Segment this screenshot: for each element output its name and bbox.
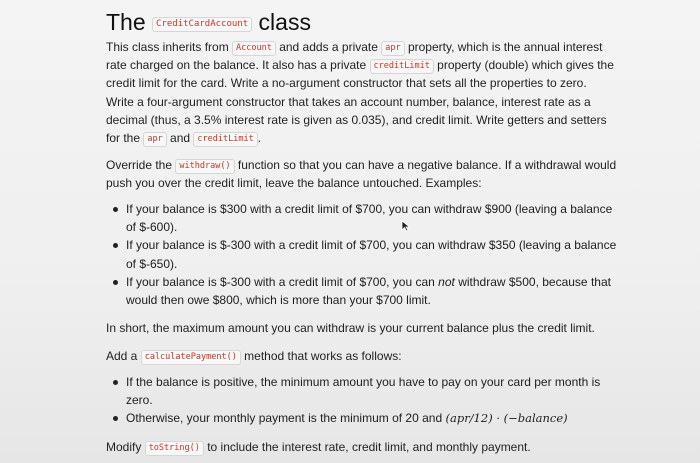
text-run: decimal (thus, a 3.5% interest rate is given as 0.035), and credit limit. Write getters and setters bbox=[106, 112, 607, 127]
text-run: withdraw $500, because that bbox=[454, 274, 611, 289]
text-line bbox=[106, 156, 617, 174]
list-item bbox=[106, 273, 611, 309]
list-item bbox=[106, 409, 611, 427]
text-run: push you over the credit limit, leave the balance untouched. Examples: bbox=[106, 176, 482, 191]
text-line bbox=[126, 236, 617, 254]
text-run: If your balance is $-300 with a credit limit of $700, you can bbox=[126, 274, 439, 289]
math-formula: (apr/12) · (−balance) bbox=[445, 411, 568, 426]
text-line bbox=[106, 74, 611, 92]
inline-code: apr bbox=[381, 41, 404, 56]
text-line bbox=[126, 409, 611, 427]
inline-code: toString() bbox=[145, 441, 204, 456]
inline-code: apr bbox=[143, 132, 166, 147]
inline-code: Account bbox=[232, 41, 276, 56]
tostring-paragraph bbox=[106, 438, 611, 456]
text-run: Override the bbox=[106, 158, 176, 172]
intro-paragraph bbox=[106, 38, 614, 147]
text-line bbox=[126, 218, 611, 236]
text-run: property, which is the annual interest bbox=[404, 40, 603, 54]
text-run: Otherwise, your monthly payment is the minimum of 20 and bbox=[126, 411, 446, 426]
text-run: Modify bbox=[106, 440, 145, 454]
text-line bbox=[126, 255, 611, 273]
text-line bbox=[126, 373, 611, 391]
text-run: function so that you can have a negative balance. If a withdrawal would bbox=[234, 158, 617, 172]
text-run: zero. bbox=[126, 393, 153, 408]
title-prefix: The bbox=[106, 9, 146, 36]
text-run: rate charged on the balance. It also has a private bbox=[106, 58, 370, 73]
text-line bbox=[106, 93, 611, 111]
payment-rules-list bbox=[106, 373, 611, 428]
emphasis-text: not bbox=[438, 274, 455, 289]
summary-paragraph bbox=[106, 319, 611, 337]
text-run: of $-650). bbox=[126, 256, 178, 271]
inline-code: withdraw() bbox=[175, 159, 234, 174]
inline-code: creditLimit bbox=[370, 59, 434, 74]
payment-intro-paragraph bbox=[106, 347, 611, 365]
inline-code: calculatePayment() bbox=[141, 350, 241, 365]
text-line bbox=[106, 56, 614, 74]
withdraw-paragraph bbox=[106, 156, 617, 192]
examples-list bbox=[106, 200, 617, 309]
text-run: would then owe $800, which is more than your $700 limit. bbox=[126, 293, 431, 308]
text-line bbox=[106, 38, 611, 56]
list-item bbox=[106, 200, 611, 236]
text-line bbox=[106, 129, 611, 147]
text-run: for the bbox=[106, 131, 144, 146]
page-title bbox=[106, 9, 311, 36]
text-run: If your balance is $-300 with a credit limit of $700, you can withdraw $350 (leaving a balance bbox=[126, 238, 617, 253]
text-line bbox=[126, 391, 611, 409]
text-run: credit limit for the card. Write a no-argument constructor that sets all the properties to zero. bbox=[106, 76, 587, 91]
text-line bbox=[106, 111, 611, 129]
text-line bbox=[106, 438, 611, 456]
title-suffix: class bbox=[258, 9, 311, 36]
list-item bbox=[106, 236, 617, 272]
text-run: . bbox=[257, 131, 262, 146]
text-run: and bbox=[166, 131, 194, 146]
text-run: of $-600). bbox=[126, 220, 178, 235]
text-line bbox=[126, 273, 611, 291]
text-run: method that works as follows: bbox=[240, 349, 402, 363]
text-run: If your balance is $300 with a credit limit of $700, you can withdraw $900 (leaving a balance bbox=[126, 202, 613, 216]
text-run: to include the interest rate, credit limit, and monthly payment. bbox=[203, 440, 531, 454]
text-line bbox=[126, 200, 611, 218]
text-line bbox=[106, 347, 611, 365]
text-run: Write a four-argument constructor that takes an account number, balance, interest rate as a bbox=[106, 94, 591, 109]
text-run: If the balance is positive, the minimum amount you have to pay on your card per month is bbox=[126, 375, 601, 389]
text-line bbox=[106, 174, 611, 192]
mouse-cursor-icon bbox=[401, 220, 411, 232]
class-name-code: CreditCardAccount bbox=[152, 17, 252, 32]
text-run: and adds a private bbox=[275, 40, 382, 54]
text-line bbox=[126, 291, 611, 309]
text-run: This class inherits from bbox=[106, 40, 233, 54]
text-run: In short, the maximum amount you can withdraw is your current balance plus the credit limit. bbox=[106, 321, 595, 335]
list-item bbox=[106, 373, 611, 409]
text-line bbox=[106, 319, 611, 337]
text-run: Add a bbox=[106, 349, 141, 363]
text-run: property (double) which gives the bbox=[433, 58, 614, 73]
inline-code: creditLimit bbox=[193, 132, 257, 147]
